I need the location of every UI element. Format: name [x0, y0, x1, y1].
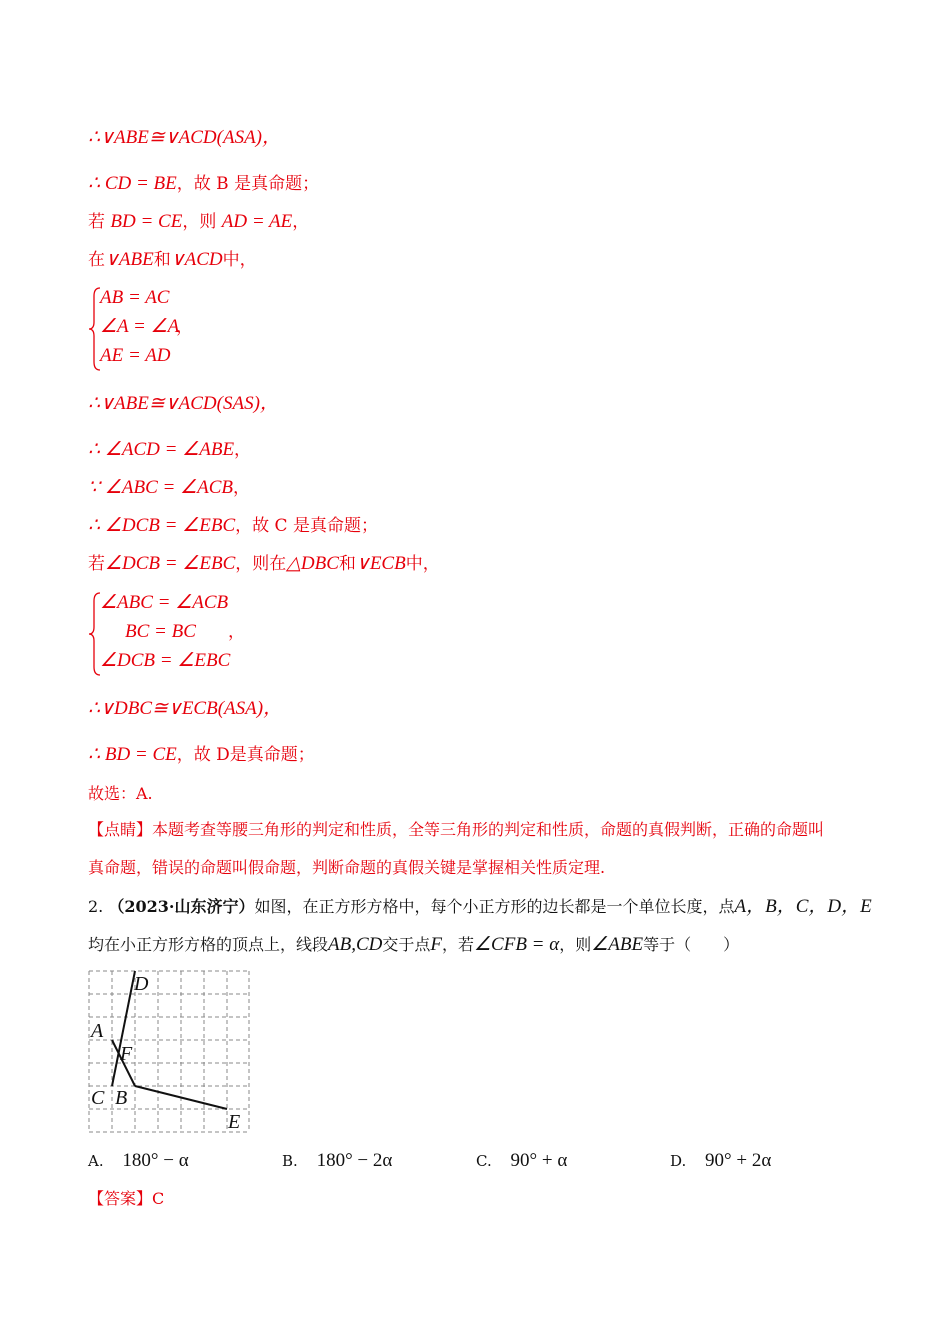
- answer-choice-line: [88, 782, 153, 806]
- text: 若: [88, 554, 105, 574]
- text: 中，: [222, 250, 257, 270]
- conclusion-text: ，故 B 是真命题；: [176, 174, 320, 194]
- text: ，: [233, 478, 250, 498]
- text: 若: [88, 212, 111, 232]
- point-f: F: [430, 934, 442, 955]
- text: 中，: [405, 554, 440, 574]
- label-d: D: [134, 973, 149, 995]
- label-b: B: [115, 1087, 128, 1109]
- proof-line-6: [88, 438, 251, 462]
- option-letter: C.: [476, 1152, 492, 1170]
- proof-line-10: [88, 697, 282, 721]
- system-tail: ，: [228, 622, 245, 642]
- option-value: 180° − α: [122, 1150, 189, 1171]
- comment-line-2: [88, 856, 605, 880]
- comment-text: 【点睛】本题考查等腰三角形的判定和性质，全等三角形的判定和性质，命题的真假判断，正确的命题叫: [88, 820, 825, 839]
- proof-line-9: [88, 552, 440, 576]
- congruence-statement: ∴∨DBC≅∨ECB(ASA)，: [88, 698, 283, 719]
- option-value: 180° − 2α: [316, 1150, 393, 1171]
- system-row: BC = BC: [125, 621, 196, 642]
- equation: ∠DCB = ∠EBC: [105, 553, 236, 574]
- triangle: ∨ACD: [170, 249, 223, 270]
- question-text: 等于（ ）: [643, 935, 740, 954]
- conclusion-text: ，故 D是真命题；: [176, 745, 315, 765]
- system-row: AE = AD: [100, 345, 171, 366]
- text: ，则在: [235, 554, 287, 574]
- congruence-statement: ∴∨ABE≅∨ACD(SAS)，: [88, 393, 279, 414]
- option-a[interactable]: [88, 1150, 189, 1172]
- question-line-1: [88, 895, 872, 919]
- proof-line-5: [88, 392, 279, 416]
- option-value: 90° + 2α: [705, 1150, 772, 1171]
- label-f: F: [120, 1043, 133, 1065]
- triangle: △DBC: [286, 553, 339, 574]
- segment-cd: [112, 971, 135, 1086]
- option-d[interactable]: [670, 1150, 771, 1172]
- system-tail: ，: [176, 317, 193, 337]
- text: ，则: [182, 212, 222, 232]
- equation: ∵ ∠ABC = ∠ACB: [88, 477, 233, 498]
- equation: ∴ BD = CE: [88, 744, 177, 765]
- option-letter: B.: [282, 1152, 298, 1170]
- option-b[interactable]: [282, 1150, 392, 1172]
- system-row: ∠ABC = ∠ACB: [100, 592, 229, 613]
- text: 和: [153, 250, 171, 270]
- system-row: ∠DCB = ∠EBC: [100, 650, 231, 671]
- question-text: 如图，在正方形方格中，每个小正方形的边长都是一个单位长度，点: [254, 897, 735, 916]
- option-letter: A.: [88, 1152, 104, 1170]
- label-a: A: [91, 1020, 104, 1042]
- equation-system-2: [88, 591, 348, 677]
- question-text: 均在小正方形方格的顶点上，线段: [88, 935, 329, 954]
- question-text: 交于点: [382, 935, 431, 954]
- triangle: ∨ECB: [355, 553, 406, 574]
- option-letter: D.: [670, 1152, 687, 1170]
- comment-line-1: [88, 818, 824, 842]
- point-list: A，B，C，D，E: [734, 896, 872, 917]
- congruence-statement: ∴∨ABE≅∨ACD(ASA)，: [88, 127, 282, 148]
- label-c: C: [91, 1087, 105, 1109]
- proof-line-1: [88, 126, 281, 150]
- equation: BD = CE: [110, 211, 183, 232]
- grid-figure: [88, 970, 252, 1134]
- proof-line-2: [88, 172, 319, 196]
- system-row: AB = AC: [100, 287, 170, 308]
- text: ，: [292, 212, 310, 232]
- comment-text: 真命题，错误的命题叫假命题，判断命题的真假关键是掌握相关性质定理.: [88, 858, 606, 877]
- text: 和: [338, 554, 356, 574]
- proof-line-3: [88, 210, 309, 234]
- option-c[interactable]: [476, 1150, 567, 1172]
- proof-line-8: [88, 514, 378, 538]
- angle-condition: ∠CFB = α: [474, 934, 560, 955]
- equation: ∴ ∠ACD = ∠ABE: [88, 439, 235, 460]
- proof-line-4: [88, 248, 257, 272]
- equation: ∴ CD = BE: [88, 173, 177, 194]
- equation-system-1: [88, 286, 288, 372]
- proof-line-11: [88, 743, 315, 767]
- answer-line: [88, 1187, 164, 1211]
- conclusion-text: ，故 C 是真命题；: [235, 516, 378, 536]
- text: 在: [88, 250, 105, 270]
- option-value: 90° + α: [510, 1150, 568, 1171]
- answer-value: C: [152, 1189, 165, 1208]
- text: ，: [234, 440, 252, 460]
- label-e: E: [228, 1111, 241, 1133]
- proof-line-7: [88, 476, 250, 500]
- answer-label: 【答案】: [88, 1189, 153, 1208]
- equation: AD = AE: [221, 211, 293, 232]
- question-source: （2023·山东济宁）: [108, 897, 255, 916]
- system-row: ∠A = ∠A: [100, 316, 180, 337]
- triangle: ∨ABE: [105, 249, 154, 270]
- question-line-2: [88, 933, 739, 957]
- target-angle: ∠ABE: [591, 934, 644, 955]
- selected-answer: 故选：A.: [88, 784, 153, 803]
- question-number: 2.: [88, 897, 104, 916]
- question-text: ，若: [442, 935, 475, 954]
- question-text: ，则: [559, 935, 592, 954]
- equation: ∴ ∠DCB = ∠EBC: [88, 515, 236, 536]
- segments: AB,CD: [328, 934, 383, 955]
